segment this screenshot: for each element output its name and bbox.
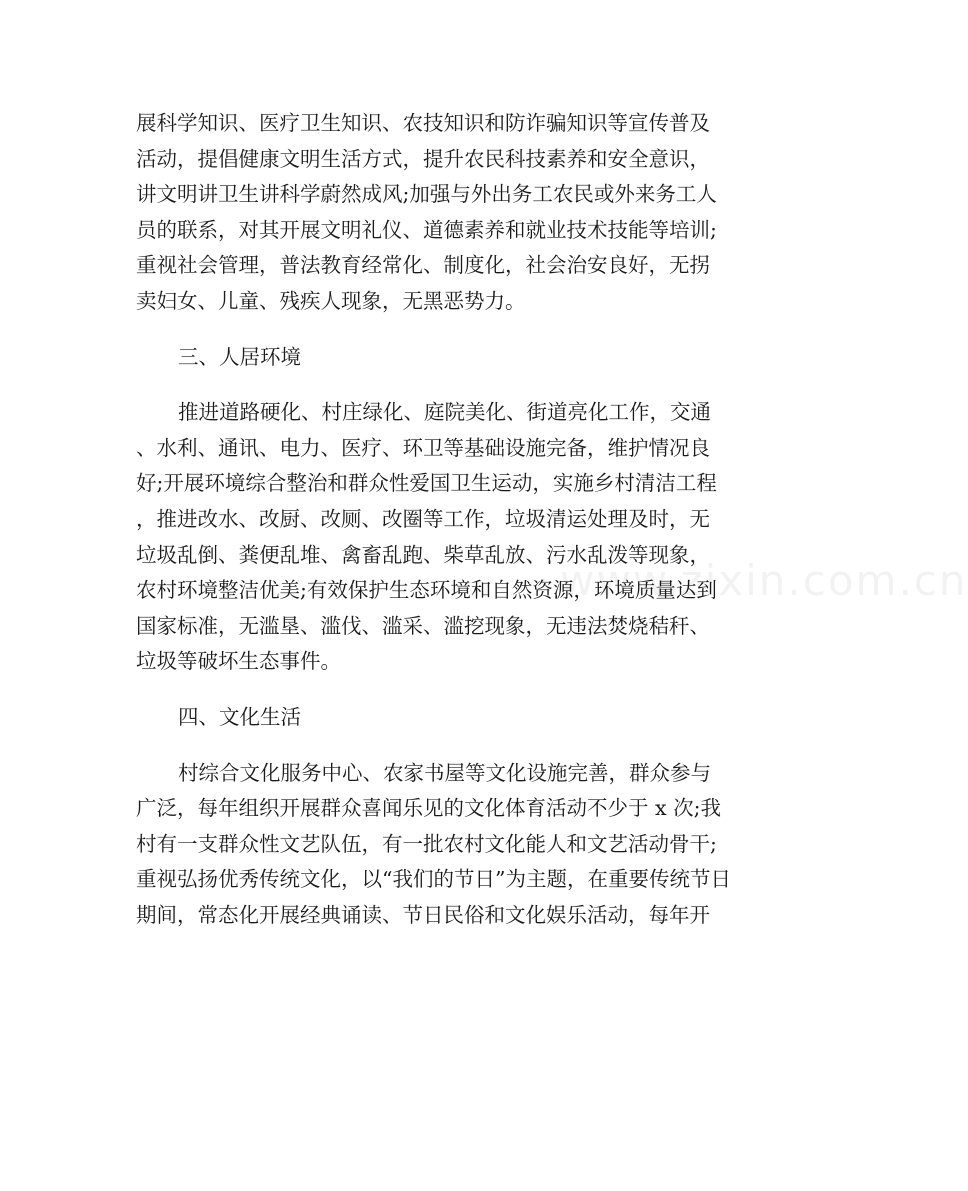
text-line: 活动，提倡健康文明生活方式，提升农民科技素养和安全意识， xyxy=(136,146,710,171)
text-line: 重视弘扬优秀传统文化，以“我们的节日”为主题，在重要传统节日 xyxy=(136,867,731,892)
document-body xyxy=(136,106,786,933)
paragraph-1 xyxy=(136,106,786,320)
paragraph-3 xyxy=(136,756,786,934)
text-line: 垃圾等破坏生态事件。 xyxy=(136,649,341,674)
text-line: ，推进改水、改厨、改厕、改圈等工作，垃圾清运处理及时，无 xyxy=(136,506,710,531)
text-line: 推进道路硬化、村庄绿化、庭院美化、街道亮化工作，交通 xyxy=(178,400,711,425)
section-heading-4: 四、文化生活 xyxy=(178,704,301,729)
text-line: 讲文明讲卫生讲科学蔚然成风;加强与外出务工农民或外来务工人 xyxy=(136,182,717,207)
text-line: 卖妇女、儿童、残疾人现象，无黑恶势力。 xyxy=(136,288,526,313)
section-heading-3: 三、人居环境 xyxy=(178,344,301,369)
watermark: www.zixin.com.cn xyxy=(560,556,968,605)
text-line: 重视社会管理，普法教育经常化、制度化，社会治安良好，无拐 xyxy=(136,253,710,278)
text-line: 垃圾乱倒、粪便乱堆、禽畜乱跑、柴草乱放、污水乱泼等现象， xyxy=(136,542,710,567)
paragraph-2 xyxy=(136,395,786,680)
text-line: 国家标准，无滥垦、滥伐、滥采、滥挖现象，无违法焚烧秸秆、 xyxy=(136,613,710,638)
text-line: 农村环境整洁优美;有效保护生态环境和自然资源，环境质量达到 xyxy=(136,578,717,603)
text-line: 员的联系，对其开展文明礼仪、道德素养和就业技术技能等培训; xyxy=(136,217,717,242)
text-line: 期间，常态化开展经典诵读、节日民俗和文化娱乐活动，每年开 xyxy=(136,902,710,927)
text-line: 广泛，每年组织开展群众喜闻乐见的文化体育活动不少于 x 次;我 xyxy=(136,796,721,821)
text-line: 展科学知识、医疗卫生知识、农技知识和防诈骗知识等宣传普及 xyxy=(136,111,710,135)
text-line: 村综合文化服务中心、农家书屋等文化设施完善，群众参与 xyxy=(178,760,711,785)
text-line: 好;开展环境综合整治和群众性爱国卫生运动，实施乡村清洁工程 xyxy=(136,471,717,496)
text-line: 、水利、通讯、电力、医疗、环卫等基础设施完备，维护情况良 xyxy=(136,435,710,460)
text-line: 村有一支群众性文艺队伍，有一批农村文化能人和文艺活动骨干; xyxy=(136,831,717,856)
